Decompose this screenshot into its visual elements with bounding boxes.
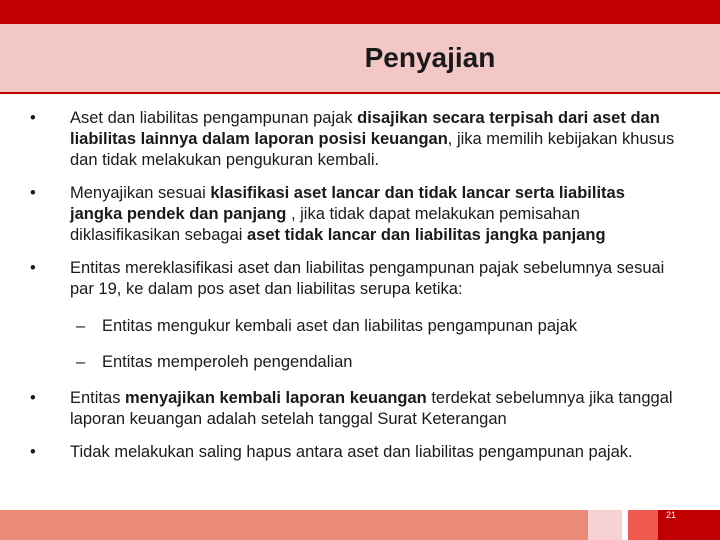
bullet-text: Entitas mereklasifikasi aset dan liabilitas pengampunan pajak sebelumnya sesuai par 19, ke dalam pos aset dan liabilitas serupa ketika: bbox=[70, 259, 665, 298]
bullet-item bbox=[30, 258, 680, 300]
bullet-text: Menyajikan sesuai klasifikasi aset lancar dan tidak lancar serta liabilitas jangka pendek dan panjang , jika tidak dapat melakukan pemisahan diklasifikasikan sebagai aset tidak lancar dan liabilitas jangka panjang bbox=[70, 184, 625, 244]
footer-red-block bbox=[628, 510, 658, 540]
dash-marker: – bbox=[76, 317, 86, 335]
bullet-item bbox=[30, 388, 680, 430]
bullet-item bbox=[30, 183, 680, 246]
title-divider bbox=[0, 92, 720, 94]
bullet-marker: • bbox=[30, 259, 36, 277]
dash-marker: – bbox=[76, 353, 86, 371]
top-accent-bar bbox=[0, 0, 720, 24]
bullet-marker: • bbox=[30, 184, 36, 202]
sub-bullet-text: Entitas mengukur kembali aset dan liabilitas pengampunan pajak bbox=[102, 317, 578, 335]
footer-salmon-block bbox=[0, 510, 588, 540]
footer-bar bbox=[0, 510, 720, 540]
bullet-text: Aset dan liabilitas pengampunan pajak disajikan secara terpisah dari aset dan liabilitas lainnya dalam laporan posisi keuangan, jika memilih kebijakan khusus dan tidak melakukan pengukuran kembali. bbox=[70, 109, 675, 169]
bullet-marker: • bbox=[30, 389, 36, 407]
page-number: 21 bbox=[665, 510, 676, 520]
bullet-marker: • bbox=[30, 443, 36, 461]
bullet-text: Tidak melakukan saling hapus antara aset dan liabilitas pengampunan pajak. bbox=[70, 443, 633, 461]
bullet-item bbox=[30, 108, 680, 171]
sub-bullet-text: Entitas memperoleh pengendalian bbox=[102, 353, 353, 371]
slide-content bbox=[30, 108, 680, 475]
bullet-text: Entitas menyajikan kembali laporan keuangan terdekat sebelumnya jika tanggal laporan keuangan adalah setelah tanggal Surat Keterangan bbox=[70, 389, 673, 428]
footer-pink-block bbox=[588, 510, 622, 540]
bullet-marker: • bbox=[30, 109, 36, 127]
bullet-item bbox=[30, 442, 680, 463]
sub-bullet-item bbox=[30, 316, 680, 337]
slide-title: Penyajian bbox=[364, 42, 496, 73]
sub-bullet-item bbox=[30, 352, 680, 373]
